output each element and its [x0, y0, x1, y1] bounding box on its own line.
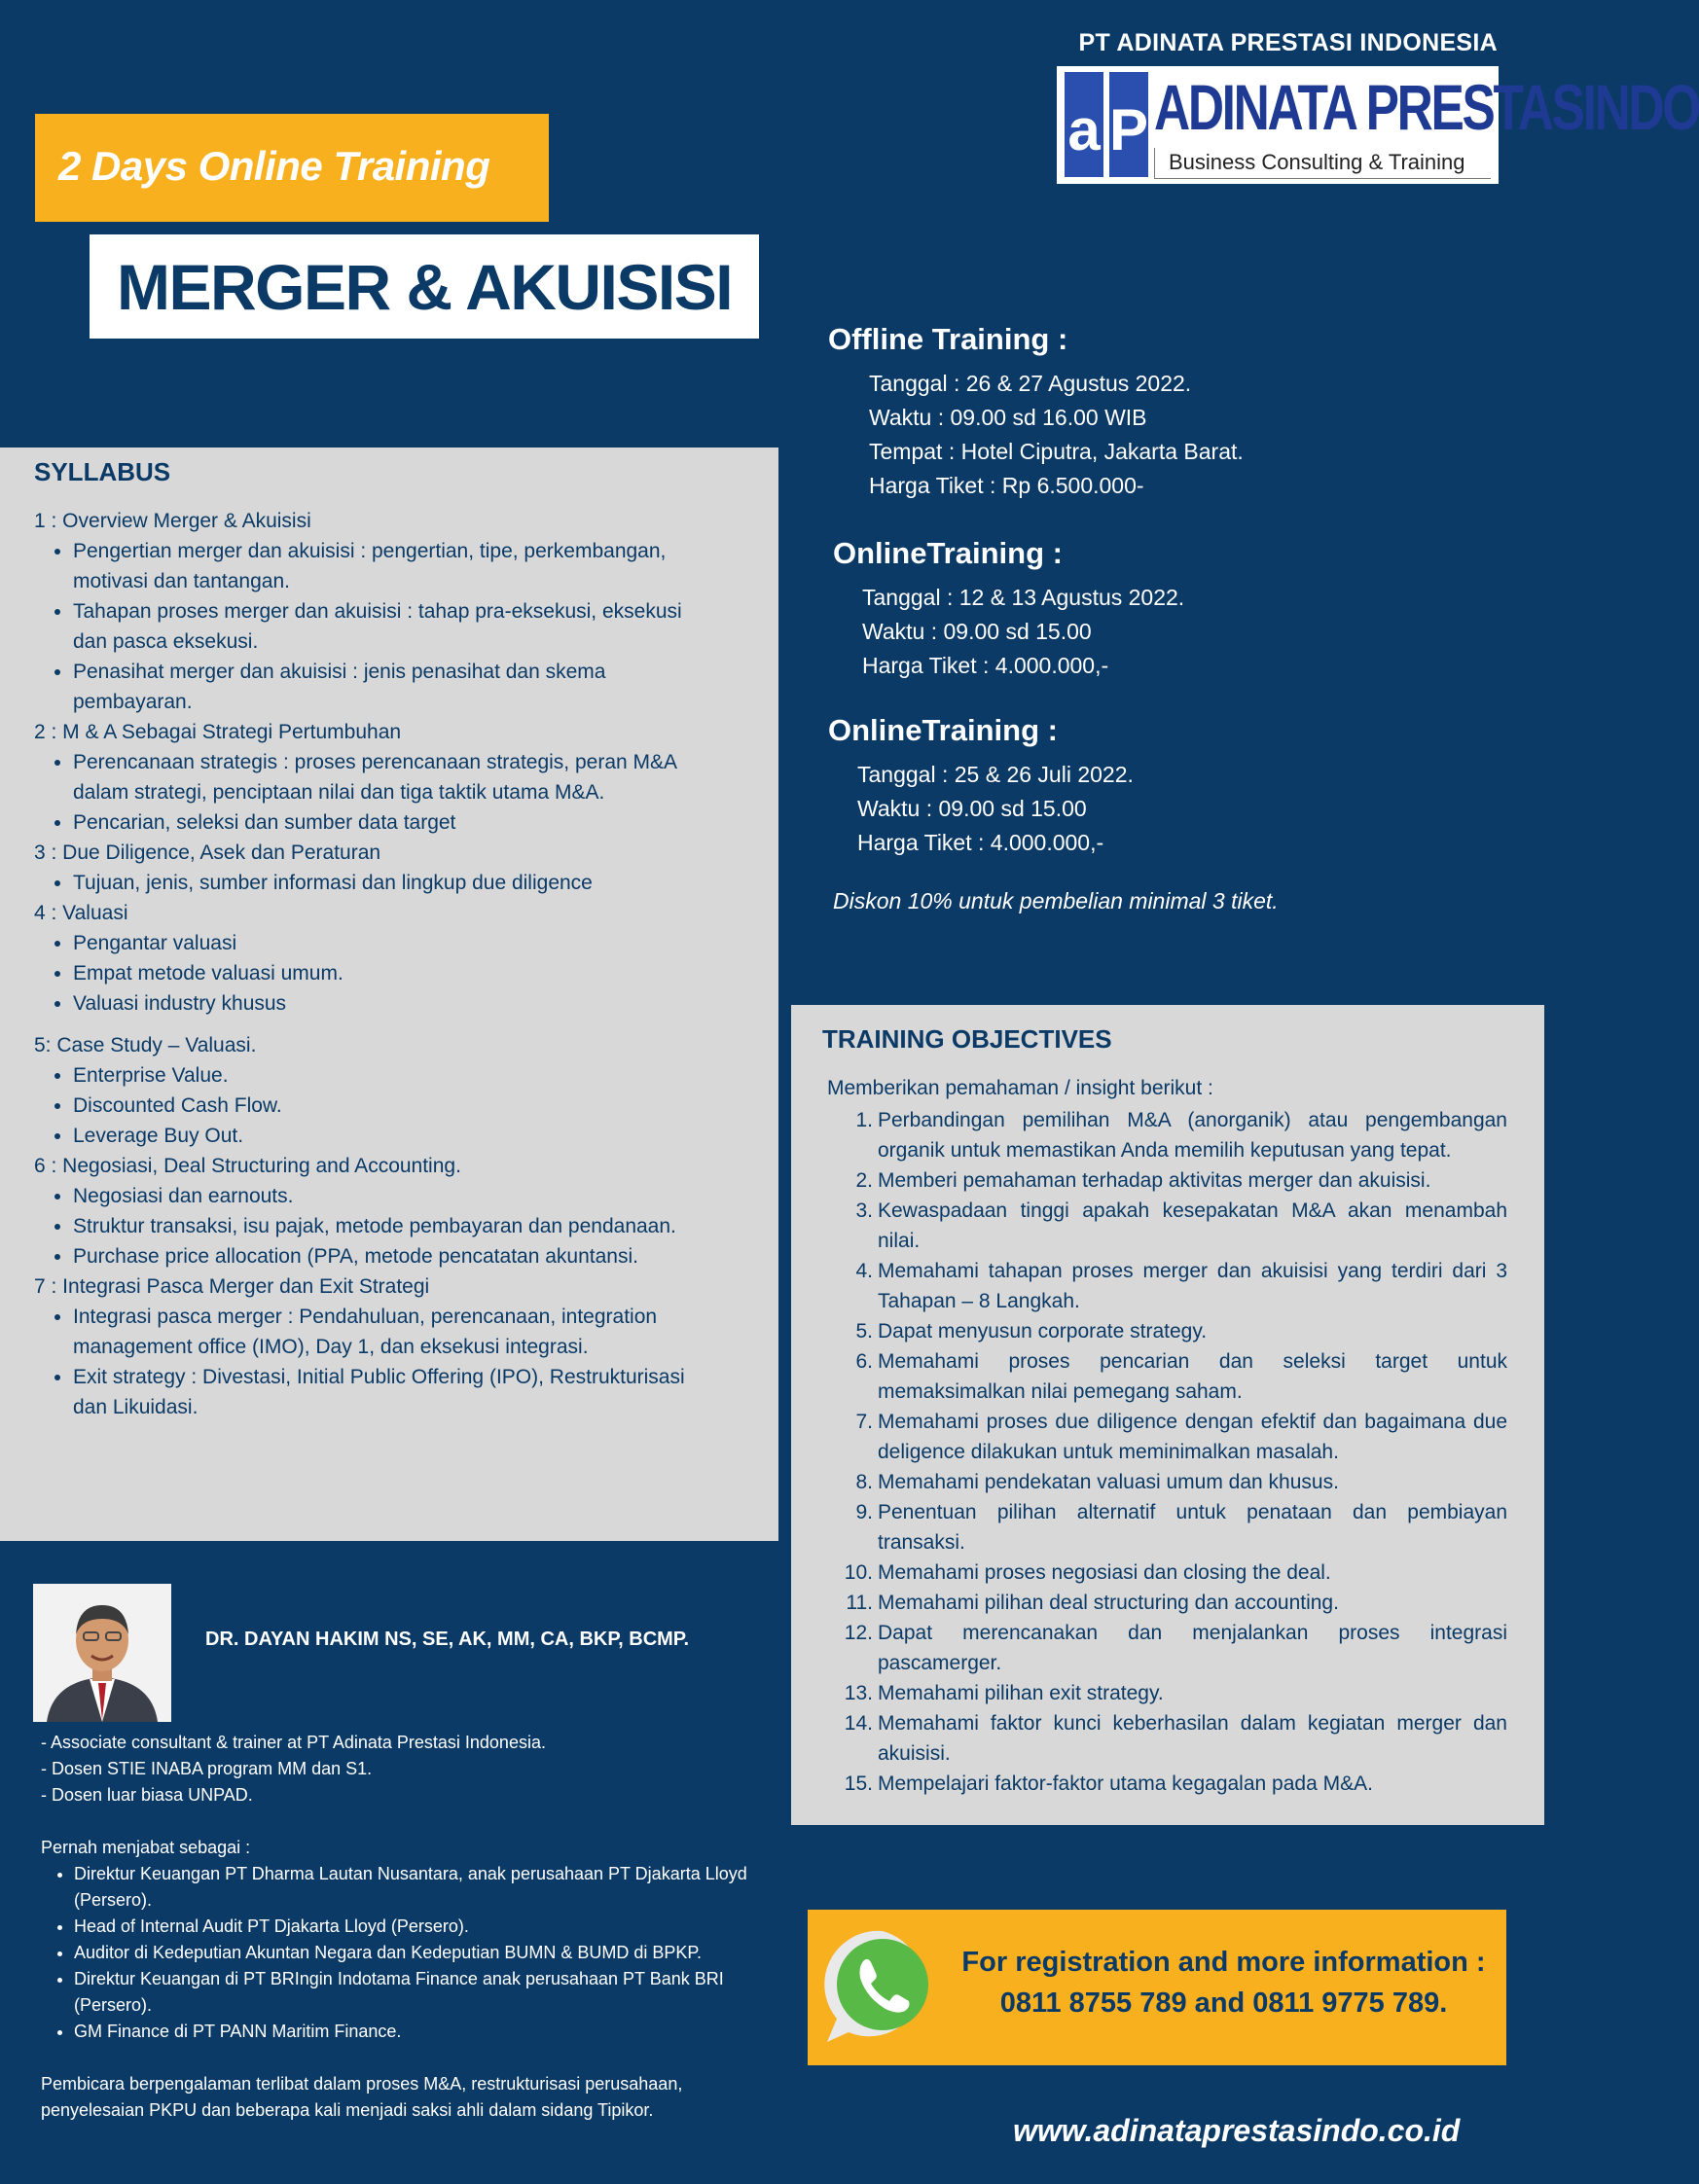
objective-text: Memahami proses due diligence dengan efektif dan bagaimana due deligence dilakukan untuk meminimalkan masalah. — [878, 1411, 1507, 1463]
objective-item — [827, 1196, 1507, 1256]
position-item: • GM Finance di PT PANN Maritim Finance. — [74, 2019, 761, 2045]
position-item: • Direktur Keuangan di PT BRIngin Indotama Finance anak perusahaan PT Bank BRI (Persero). — [74, 1966, 761, 2019]
objective-item — [827, 1105, 1507, 1165]
syllabus-item: • Discounted Cash Flow. — [73, 1091, 715, 1121]
schedule-date: Tanggal : 12 & 13 Agustus 2022. — [862, 585, 1185, 610]
objective-number: 9. — [855, 1501, 873, 1523]
page-title: MERGER & AKUISISI — [117, 251, 733, 323]
schedule-time: Waktu : 09.00 sd 15.00 — [862, 619, 1092, 644]
objective-item — [827, 1708, 1507, 1769]
syllabus-heading: SYLLABUS — [34, 457, 171, 486]
logo-tagline: Business Consulting & Training — [1154, 148, 1491, 179]
trainer-role: - Associate consultant & trainer at PT Adinata Prestasi Indonesia. — [41, 1733, 546, 1752]
syllabus-item: • Perencanaan strategis : proses perencanaan strategis, peran M&A dalam strategi, penciptaan nilai dan tiga taktik utama M&A. — [73, 747, 715, 807]
website-link[interactable]: www.adinataprestasindo.co.id — [1013, 2113, 1461, 2148]
syllabus-item: • Leverage Buy Out. — [73, 1121, 715, 1151]
trainer-avatar — [33, 1584, 171, 1722]
schedule-time: Waktu : 09.00 sd 16.00 WIB — [869, 405, 1147, 430]
syllabus-module-items — [34, 868, 715, 898]
schedule-date: Tanggal : 25 & 26 Juli 2022. — [857, 762, 1134, 787]
trainer-name: DR. DAYAN HAKIM NS, SE, AK, MM, CA, BKP, BCMP. — [205, 1629, 690, 1650]
syllabus-item: • Negosiasi dan earnouts. — [73, 1181, 715, 1211]
objective-number: 6. — [855, 1350, 873, 1373]
schedule-price: Harga Tiket : 4.000.000,- — [862, 653, 1109, 678]
syllabus-module-title: 6 : Negosiasi, Deal Structuring and Accounting. — [34, 1155, 461, 1177]
objective-item — [827, 1346, 1507, 1407]
syllabus-module-title: 5: Case Study – Valuasi. — [34, 1034, 257, 1056]
objective-number: 14. — [844, 1712, 873, 1735]
schedule-title: OnlineTraining : — [833, 536, 1063, 570]
objectives-intro: Memberikan pemahaman / insight berikut : — [827, 1077, 1213, 1099]
schedule-price: Harga Tiket : 4.000.000,- — [857, 830, 1104, 855]
syllabus-item: • Integrasi pasca merger : Pendahuluan, perencanaan, integration management office (IMO), Day 1, dan eksekusi integrasi. — [73, 1302, 715, 1362]
syllabus-item: • Pencarian, seleksi dan sumber data target — [73, 807, 715, 838]
objective-number: 1. — [855, 1109, 873, 1131]
schedule-title: OnlineTraining : — [828, 713, 1058, 747]
objective-text: Penentuan pilihan alternatif untuk penataan dan pembiayan transaksi. — [878, 1501, 1507, 1554]
training-badge-text: 2 Days Online Training — [58, 143, 490, 189]
syllabus-item: • Empat metode valuasi umum. — [73, 958, 715, 988]
syllabus-item: • Valuasi industry khusus — [73, 988, 715, 1019]
title-box — [90, 234, 759, 339]
registration-phones[interactable]: 0811 8755 789 and 0811 9775 789. — [999, 1987, 1448, 2019]
objective-number: 11. — [846, 1592, 873, 1614]
objective-text: Dapat merencanakan dan menjalankan proses integrasi pascamerger. — [878, 1622, 1507, 1674]
syllabus-module-items — [34, 1302, 715, 1422]
syllabus-module-title: 7 : Integrasi Pasca Merger dan Exit Strategi — [34, 1275, 430, 1298]
whatsapp-icon — [819, 1923, 946, 2050]
syllabus-module-items — [34, 536, 715, 717]
schedule-time: Waktu : 09.00 sd 15.00 — [857, 796, 1087, 821]
objective-item — [827, 1678, 1507, 1708]
syllabus-item: • Penasihat merger dan akuisisi : jenis penasihat dan skema pembayaran. — [73, 657, 715, 717]
objective-number: 12. — [844, 1622, 873, 1644]
objective-number: 4. — [855, 1260, 873, 1282]
objective-number: 13. — [844, 1682, 873, 1704]
registration-banner[interactable] — [808, 1910, 1506, 2065]
schedule-price: Harga Tiket : Rp 6.500.000- — [869, 473, 1144, 498]
objective-item — [827, 1467, 1507, 1497]
schedule-online-july — [828, 713, 1134, 860]
logo-brand-text: ADINATA PRESTASINDO — [1154, 71, 1699, 143]
schedule-title: Offline Training : — [828, 322, 1068, 356]
objective-text: Perbandingan pemilihan M&A (anorganik) atau pengembangan organik untuk memastikan Anda memilih keputusan yang tepat. — [878, 1109, 1507, 1162]
schedule-venue: Tempat : Hotel Ciputra, Jakarta Barat. — [869, 439, 1244, 464]
objectives-heading: TRAINING OBJECTIVES — [822, 1024, 1112, 1054]
objective-number: 3. — [855, 1199, 873, 1222]
syllabus-module-items — [34, 928, 715, 1019]
syllabus-item: • Exit strategy : Divestasi, Initial Public Offering (IPO), Restrukturisasi dan Likuidasi. — [73, 1362, 715, 1422]
position-item: • Direktur Keuangan PT Dharma Lautan Nusantara, anak perusahaan PT Djakarta Lloyd (Persero). — [74, 1861, 761, 1914]
syllabus-item: • Pengertian merger dan akuisisi : pengertian, tipe, perkembangan, motivasi dan tantangan. — [73, 536, 715, 596]
training-badge — [35, 114, 549, 222]
objective-item — [827, 1557, 1507, 1588]
syllabus-item: • Purchase price allocation (PPA, metode pencatatan akuntansi. — [73, 1241, 715, 1271]
syllabus-module-title: 2 : M & A Sebagai Strategi Pertumbuhan — [34, 721, 402, 743]
company-name: PT ADINATA PRESTASI INDONESIA — [1078, 29, 1498, 56]
syllabus-module-title: 3 : Due Diligence, Asek dan Peraturan — [34, 841, 381, 864]
syllabus-module-items — [34, 1181, 715, 1271]
schedule-online-august — [833, 536, 1184, 683]
syllabus-panel — [0, 448, 778, 1541]
syllabus-item: • Enterprise Value. — [73, 1060, 715, 1091]
syllabus-item: • Tujuan, jenis, sumber informasi dan lingkup due diligence — [73, 868, 715, 898]
trainer-summary: Pembicara berpengalaman terlibat dalam proses M&A, restrukturisasi perusahaan, penyelesaian PKPU dan beberapa kali menjadi saksi ahli dalam sidang Tipikor. — [41, 2074, 683, 2120]
objective-item — [827, 1497, 1507, 1557]
schedule-date: Tanggal : 26 & 27 Agustus 2022. — [869, 371, 1192, 396]
positions-list — [41, 1861, 761, 2045]
objective-number: 7. — [855, 1411, 873, 1433]
syllabus-item: • Tahapan proses merger dan akuisisi : tahap pra-eksekusi, eksekusi dan pasca eksekusi. — [73, 596, 715, 657]
trainer-portrait-icon — [33, 1584, 171, 1722]
syllabus-item: • Struktur transaksi, isu pajak, metode pembayaran dan pendanaan. — [73, 1211, 715, 1241]
syllabus-module-items — [34, 1060, 715, 1151]
positions-heading: Pernah menjabat sebagai : — [41, 1838, 251, 1857]
svg-text:a: a — [1067, 97, 1101, 162]
objective-text: Memahami tahapan proses merger dan akuisisi yang terdiri dari 3 Tahapan – 8 Langkah. — [878, 1260, 1507, 1312]
objective-number: 15. — [844, 1772, 873, 1795]
objectives-panel — [791, 1005, 1544, 1825]
objective-text: Memahami proses negosiasi dan closing the deal. — [878, 1561, 1331, 1584]
syllabus-list — [34, 506, 715, 1422]
objective-item — [827, 1256, 1507, 1316]
syllabus-item: • Pengantar valuasi — [73, 928, 715, 958]
discount-note: Diskon 10% untuk pembelian minimal 3 tiket. — [833, 888, 1279, 913]
objective-item — [827, 1618, 1507, 1678]
objectives-list — [827, 1105, 1507, 1799]
logo-mark-icon — [1065, 72, 1148, 177]
syllabus-module-title: 4 : Valuasi — [34, 902, 128, 924]
position-item: • Head of Internal Audit PT Djakarta Lloyd (Persero). — [74, 1914, 761, 1940]
objective-item — [827, 1407, 1507, 1467]
objective-text: Dapat menyusun corporate strategy. — [878, 1320, 1208, 1343]
trainer-bio — [41, 1730, 761, 2124]
trainer-role: - Dosen STIE INABA program MM dan S1. — [41, 1759, 373, 1778]
objective-text: Memahami pilihan deal structuring dan accounting. — [878, 1592, 1339, 1614]
company-logo — [1057, 66, 1699, 184]
svg-text:P: P — [1108, 97, 1149, 162]
objective-text: Mempelajari faktor-faktor utama kegagalan pada M&A. — [878, 1772, 1373, 1795]
objective-item — [827, 1588, 1507, 1618]
objective-item — [827, 1769, 1507, 1799]
registration-text: For registration and more information : — [961, 1947, 1486, 1978]
objective-number: 5. — [855, 1320, 873, 1343]
objective-text: Memahami faktor kunci keberhasilan dalam kegiatan merger dan akuisisi. — [878, 1712, 1507, 1765]
objective-number: 10. — [844, 1561, 873, 1584]
objective-item — [827, 1316, 1507, 1346]
objective-text: Memahami proses pencarian dan seleksi target untuk memaksimalkan nilai pemegang saham. — [878, 1350, 1507, 1403]
objective-text: Memahami pendekatan valuasi umum dan khusus. — [878, 1471, 1339, 1493]
objective-number: 2. — [855, 1169, 873, 1192]
objective-item — [827, 1165, 1507, 1196]
syllabus-module-title: 1 : Overview Merger & Akuisisi — [34, 510, 311, 532]
objective-text: Memberi pemahaman terhadap aktivitas merger dan akuisisi. — [878, 1169, 1431, 1192]
syllabus-module-items — [34, 747, 715, 838]
position-item: • Auditor di Kedeputian Akuntan Negara dan Kedeputian BUMN & BUMD di BPKP. — [74, 1940, 761, 1966]
objective-number: 8. — [855, 1471, 873, 1493]
objective-text: Memahami pilihan exit strategy. — [878, 1682, 1164, 1704]
objective-text: Kewaspadaan tinggi apakah kesepakatan M&A akan menambah nilai. — [878, 1199, 1507, 1252]
trainer-role: - Dosen luar biasa UNPAD. — [41, 1785, 253, 1805]
schedule-offline — [828, 322, 1244, 503]
